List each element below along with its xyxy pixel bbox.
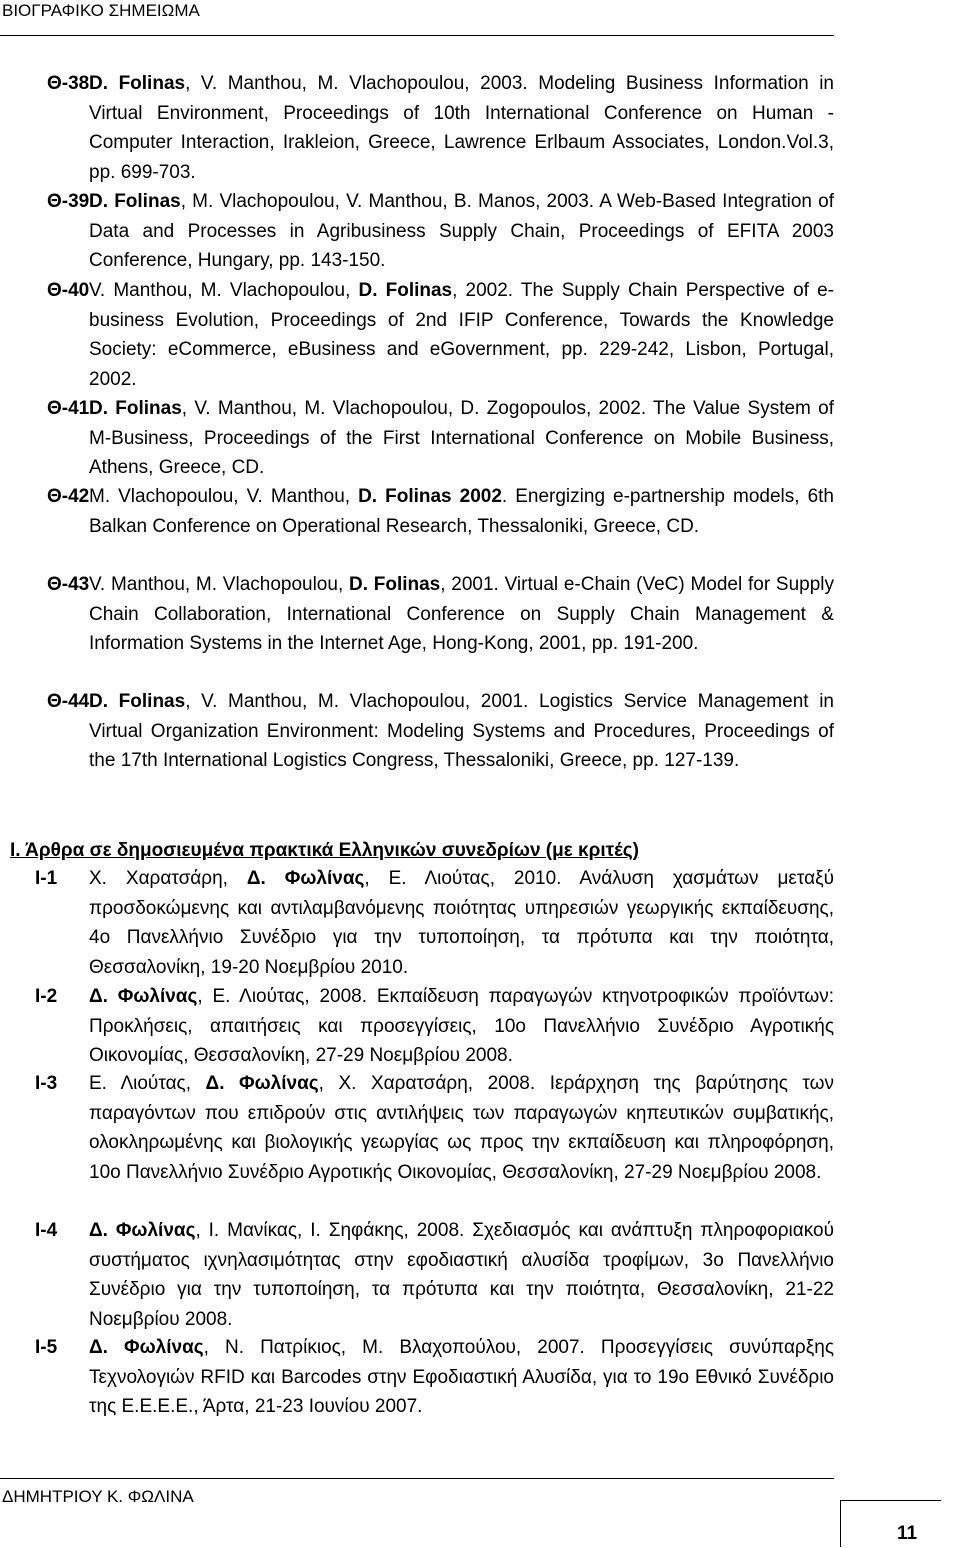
entry-bold-author: Δ. Φωλίνας	[89, 986, 198, 1007]
publication-entry	[47, 187, 834, 276]
entry-id: Ι-5	[35, 1337, 58, 1358]
publication-entry	[35, 1216, 834, 1334]
entry-authors-post: , V. Manthou, M. Vlachopoulou, 2001.	[185, 691, 529, 712]
publication-entry	[47, 687, 834, 776]
entry-id: Ι-4	[35, 1220, 58, 1241]
entry-text: Προσεγγίσεις συνύπαρξης Τεχνολογιών RFID και Barcodes στην Εφοδιαστική Αλυσίδα, για το 19ο Εθνικό Συνέδριο της Ε.Ε.Ε.Ε., Άρτα, 21-23 Ιουνίου 2007.	[89, 1337, 834, 1417]
entry-id: Ι-1	[35, 868, 58, 889]
entry-text: A Web-Based Integration of Data and Processes in Agribusiness Supply Chain, Proceedings of EFITA 2003 Conference, Hungary, pp. 143-150.	[89, 191, 834, 271]
entry-authors-pre: Χ. Χαρατσάρη,	[89, 868, 247, 889]
entry-text: Logistics Service Management in Virtual Organization Environment: Modeling Systems and Procedures, Proceedings of the 17th International Logistics Congress, Thessaloniki, Greece, pp. 127-139.	[89, 691, 834, 771]
publication-entry	[47, 570, 835, 659]
entry-id: Θ-42	[47, 486, 90, 507]
publication-entry	[47, 69, 834, 187]
entry-bold-author: D. Folinas	[358, 280, 453, 301]
entry-authors-post: , Ν. Πατρίκιος, Μ. Βλαχοπούλου, 2007.	[203, 1337, 585, 1358]
entry-bold-author: Δ. Φωλίνας	[89, 1337, 204, 1358]
entry-text: Σχεδιασμός και ανάπτυξη πληροφοριακού συστήματος ιχνηλασιμότητας στην εφοδιαστική αλυσίδα τροφίμων, 3ο Πανελλήνιο Συνέδριο για την τυποποίηση, τα πρότυπα και την ποιότητα, Θεσσαλονίκη, 21-22 Νοεμβρίου 2008.	[89, 1220, 834, 1330]
entry-authors-pre: M. Vlachopoulou, V. Manthou,	[89, 486, 359, 507]
entry-text: The Value System of M-Business, Proceedings of the First International Conference on Mobile Business, Athens, Greece, CD.	[89, 398, 834, 478]
entry-authors-post: , 2002.	[452, 280, 514, 301]
entry-bold-author: Δ. Φωλίνας	[246, 868, 365, 889]
entry-text: Energizing e-partnership models, 6th Balkan Conference on Operational Research, Thessaloniki, Greece, CD.	[89, 486, 834, 537]
entry-bold-author: D. Folinas	[89, 398, 182, 419]
entry-text: Εκπαίδευση παραγωγών κτηνοτροφικών προϊόντων: Προκλήσεις, απαιτήσεις και προσεγγίσεις, 10ο Πανελλήνιο Συνέδριο Αγροτικής Οικονομίας, Θεσσαλονίκη, 27-29 Νοεμβρίου 2008.	[89, 986, 834, 1066]
entry-authors-post: , V. Manthou, M. Vlachopoulou, D. Zogopoulos, 2002.	[181, 398, 647, 419]
entry-authors-post: , Ι. Μανίκας, Ι. Σηφάκης, 2008.	[195, 1220, 465, 1241]
publication-entry	[47, 394, 834, 483]
page-number: 11	[896, 1523, 918, 1544]
entry-authors-pre: V. Manthou, M. Vlachopoulou,	[89, 280, 359, 301]
footer-divider	[0, 1478, 834, 1479]
entry-bold-author: D. Folinas	[89, 73, 186, 94]
entry-authors-post: , Ε. Λιούτας, 2008.	[197, 986, 368, 1007]
entry-id: Θ-39	[47, 191, 90, 212]
entry-bold-author: D. Folinas	[89, 691, 186, 712]
entry-authors-pre: Ε. Λιούτας,	[89, 1073, 206, 1094]
entry-authors-post: .	[501, 486, 508, 507]
entry-bold-author: D. Folinas	[89, 191, 181, 212]
entry-id: Ι-3	[35, 1073, 58, 1094]
publication-entry	[47, 276, 834, 394]
entry-text: Ανάλυση χασμάτων μεταξύ προσδοκώμενης και αντιλαμβανόμενης ποιότητας υπηρεσιών γεωργικής εκπαίδευσης, 4ο Πανελλήνιο Συνέδριο για την τυποποίηση, τα πρότυπα και την ποιότητα, Θεσσαλονίκη, 19-20 Νοεμβρίου 2010.	[89, 868, 834, 978]
entry-authors-post: , V. Manthou, M. Vlachopoulou, 2003.	[185, 73, 528, 94]
entry-id: Θ-40	[47, 280, 90, 301]
entry-id: Ι-2	[35, 986, 58, 1007]
entry-authors-post: , Ε. Λιούτας, 2010.	[364, 868, 562, 889]
publication-entry	[35, 1069, 834, 1187]
entry-bold-author: D. Folinas	[348, 574, 441, 595]
entry-text: Virtual e-Chain (VeC) Model for Supply Chain Collaboration, International Conference on Supply Chain Management & Information Systems in the Internet Age, Hong-Kong, 2001, pp. 191-200.	[89, 574, 835, 654]
footer-author-name: ΔΗΜΗΤΡΙΟΥ Κ. ΦΩΛΙΝΑ	[2, 1487, 194, 1506]
header-divider	[0, 35, 834, 36]
running-header-title: ΒΙΟΓΡΑΦΙΚΟ ΣΗΜΕΙΩΜΑ	[2, 1, 200, 20]
entry-bold-author: D. Folinas 2002	[358, 486, 502, 507]
entry-bold-author: Δ. Φωλίνας	[89, 1220, 196, 1241]
entry-text: Modeling Business Information in Virtual Environment, Proceedings of 10th International Conference on Human - Computer Interaction, Irakleion, Greece, Lawrence Erlbaum Associates, London.Vol.3, pp. 699-703.	[89, 73, 834, 183]
entry-authors-post: , 2001.	[440, 574, 499, 595]
entry-authors-pre: V. Manthou, M. Vlachopoulou,	[89, 574, 349, 595]
entry-id: Θ-38	[47, 73, 90, 94]
entry-bold-author: Δ. Φωλίνας	[205, 1073, 319, 1094]
publication-entry	[35, 982, 834, 1071]
entry-text: Ιεράρχηση της βαρύτησης των παραγόντων που επιδρούν στις αντιλήψεις των παραγωγών κηπευτικών συμβατικής, ολοκληρωμένης και βιολογικής γεωργίας ως προς την εκπαίδευση και πληροφόρηση, 10ο Πανελλήνιο Συνέδριο Αγροτικής Οικονομίας, Θεσσαλονίκη, 27-29 Νοεμβρίου 2008.	[89, 1073, 834, 1183]
publication-entry	[47, 482, 834, 541]
publication-entry	[35, 1333, 834, 1422]
entry-authors-post: , Χ. Χαρατσάρη, 2008.	[318, 1073, 536, 1094]
section-heading: Ι. Άρθρα σε δημοσιευμένα πρακτικά Ελληνικών συνεδρίων (με κριτές)	[10, 840, 639, 861]
entry-authors-post: , M. Vlachopoulou, V. Manthou, B. Manos, 2003.	[180, 191, 595, 212]
publication-entry	[35, 864, 834, 982]
entry-id: Θ-43	[47, 574, 90, 595]
entry-id: Θ-41	[47, 398, 90, 419]
entry-id: Θ-44	[47, 691, 90, 712]
entry-text: The Supply Chain Perspective of e-business Evolution, Proceedings of 2nd IFIP Conference, Towards the Knowledge Society: eCommerce, eBusiness and eGovernment, pp. 229-242, Lisbon, Portugal, 2002.	[89, 280, 834, 390]
